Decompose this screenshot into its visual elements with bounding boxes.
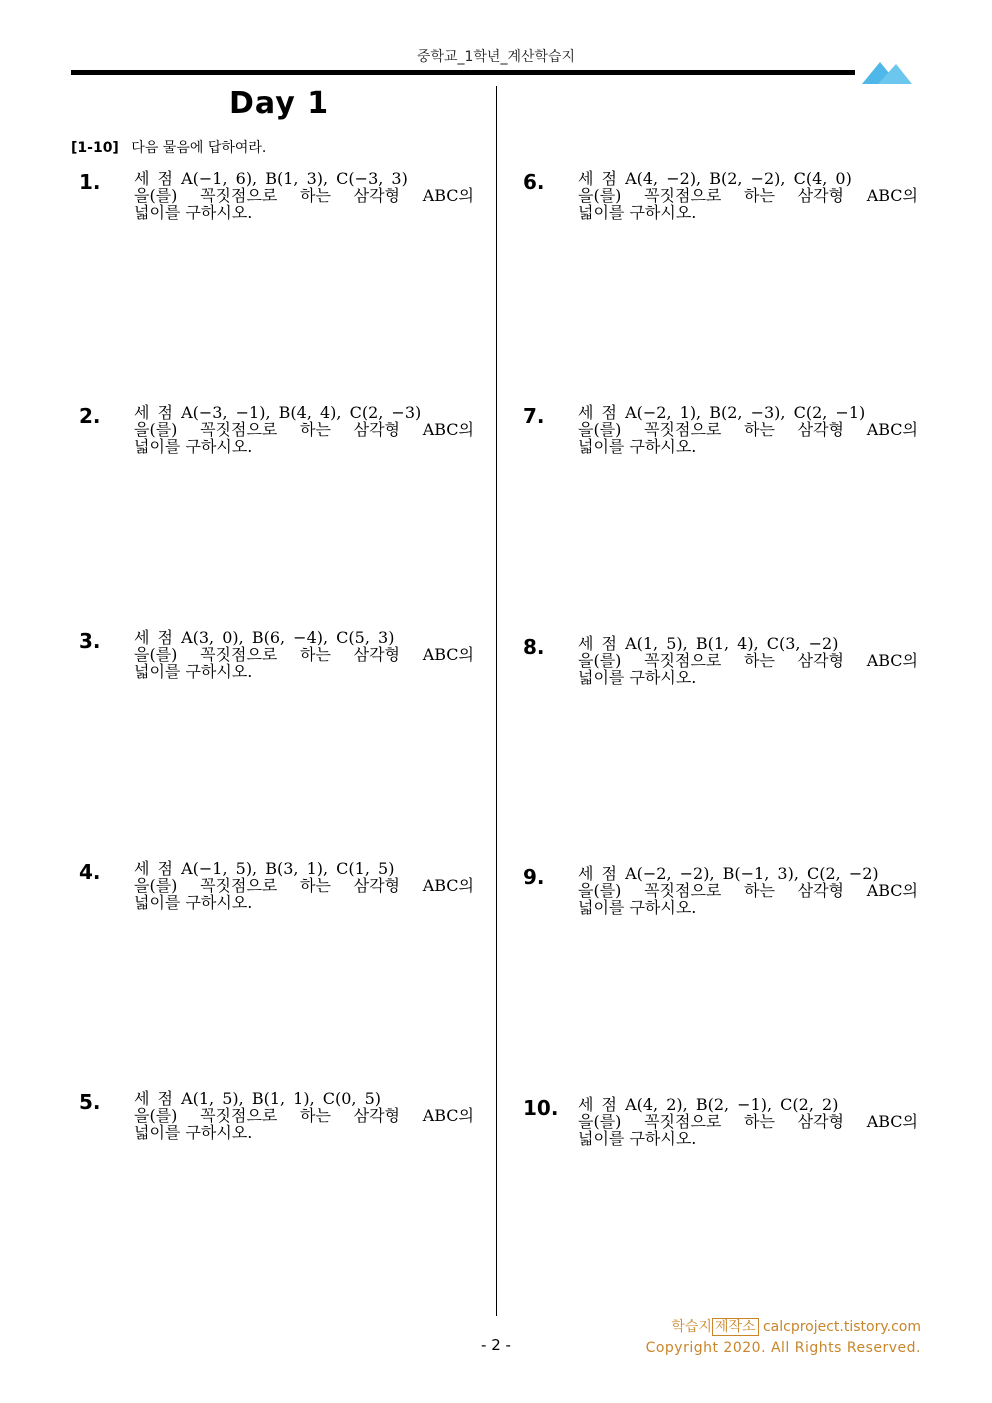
problem-line: 을(를) 꼭짓점으로 하는 삼각형 ABC의 (578, 651, 918, 670)
problem-line: 을(를) 꼭짓점으로 하는 삼각형 ABC의 (578, 881, 918, 900)
problem-line: 을(를) 꼭짓점으로 하는 삼각형 ABC의 (578, 1112, 918, 1131)
page-header-title: 중학교_1학년_계산학습지 (416, 49, 576, 65)
problem-line: 을(를) 꼭짓점으로 하는 삼각형 ABC의 (578, 186, 918, 205)
problem-line: 넓이를 구하시오. (578, 203, 697, 222)
problem-line: 세 점 A(−2, −2), B(−1, 3), C(2, −2) (578, 864, 879, 883)
problem-number: 7. (523, 404, 545, 428)
problem-line: 넓이를 구하시오. (134, 662, 253, 681)
problem-line: 세 점 A(−2, 1), B(2, −3), C(2, −1) (578, 403, 866, 422)
problem-line: 세 점 A(4, −2), B(2, −2), C(4, 0) (578, 169, 852, 188)
mountain-logo-icon (862, 58, 914, 86)
instruction-text: 다음 물음에 답하여라. (131, 140, 267, 156)
header-rule (71, 70, 855, 75)
problem-line: 넓이를 구하시오. (134, 437, 253, 456)
problem-line: 넓이를 구하시오. (134, 203, 253, 222)
problem-text (134, 629, 474, 680)
problem-text (578, 1096, 918, 1147)
problem-number: 8. (523, 635, 545, 659)
problem-text (134, 1090, 474, 1141)
day-title: Day 1 (229, 86, 330, 121)
problem-line: 을(를) 꼭짓점으로 하는 삼각형 ABC의 (134, 186, 474, 205)
footer-copyright: Copyright 2020. All Rights Reserved. (645, 1340, 921, 1356)
problem-text (578, 404, 918, 455)
problem-line: 넓이를 구하시오. (134, 893, 253, 912)
problem-line: 을(를) 꼭짓점으로 하는 삼각형 ABC의 (134, 1106, 474, 1125)
problem-line: 세 점 A(1, 5), B(1, 1), C(0, 5) (134, 1089, 382, 1108)
problem-line: 세 점 A(−1, 5), B(3, 1), C(1, 5) (134, 859, 395, 878)
footer-brand-prefix: 학습지 (671, 1319, 712, 1335)
problem-line: 을(를) 꼭짓점으로 하는 삼각형 ABC의 (578, 420, 918, 439)
problem-text (134, 170, 474, 221)
problem-line: 을(를) 꼭짓점으로 하는 삼각형 ABC의 (134, 876, 474, 895)
problem-line: 세 점 A(1, 5), B(1, 4), C(3, −2) (578, 634, 839, 653)
instruction (71, 137, 266, 157)
page-number: - 2 - (481, 1336, 511, 1354)
problem-number: 9. (523, 865, 545, 889)
problem-line: 넓이를 구하시오. (578, 1129, 697, 1148)
problem-number: 10. (523, 1096, 559, 1120)
problem-text (578, 865, 918, 916)
problem-line: 넓이를 구하시오. (134, 1123, 253, 1142)
column-divider (496, 86, 497, 1316)
footer-site: calcproject.tistory.com (762, 1319, 921, 1335)
problem-text (578, 170, 918, 221)
problem-line: 세 점 A(4, 2), B(2, −1), C(2, 2) (578, 1095, 839, 1114)
problem-line: 을(를) 꼭짓점으로 하는 삼각형 ABC의 (134, 645, 474, 664)
problem-number: 2. (79, 404, 101, 428)
instruction-range: [1-10] (71, 140, 119, 156)
footer-brand-boxed: 제작소 (712, 1318, 759, 1336)
problem-number: 3. (79, 629, 101, 653)
problem-line: 넓이를 구하시오. (578, 898, 697, 917)
problem-text (134, 404, 474, 455)
problem-number: 6. (523, 170, 545, 194)
problem-line: 세 점 A(−3, −1), B(4, 4), C(2, −3) (134, 403, 422, 422)
problem-text (134, 860, 474, 911)
footer-brand (671, 1316, 921, 1336)
problem-line: 넓이를 구하시오. (578, 668, 697, 687)
problem-line: 넓이를 구하시오. (578, 437, 697, 456)
problem-line: 세 점 A(3, 0), B(6, −4), C(5, 3) (134, 628, 395, 647)
problem-line: 을(를) 꼭짓점으로 하는 삼각형 ABC의 (134, 420, 474, 439)
problem-number: 4. (79, 860, 101, 884)
problem-number: 1. (79, 170, 101, 194)
problem-number: 5. (79, 1090, 101, 1114)
problem-text (578, 635, 918, 686)
problem-line: 세 점 A(−1, 6), B(1, 3), C(−3, 3) (134, 169, 408, 188)
